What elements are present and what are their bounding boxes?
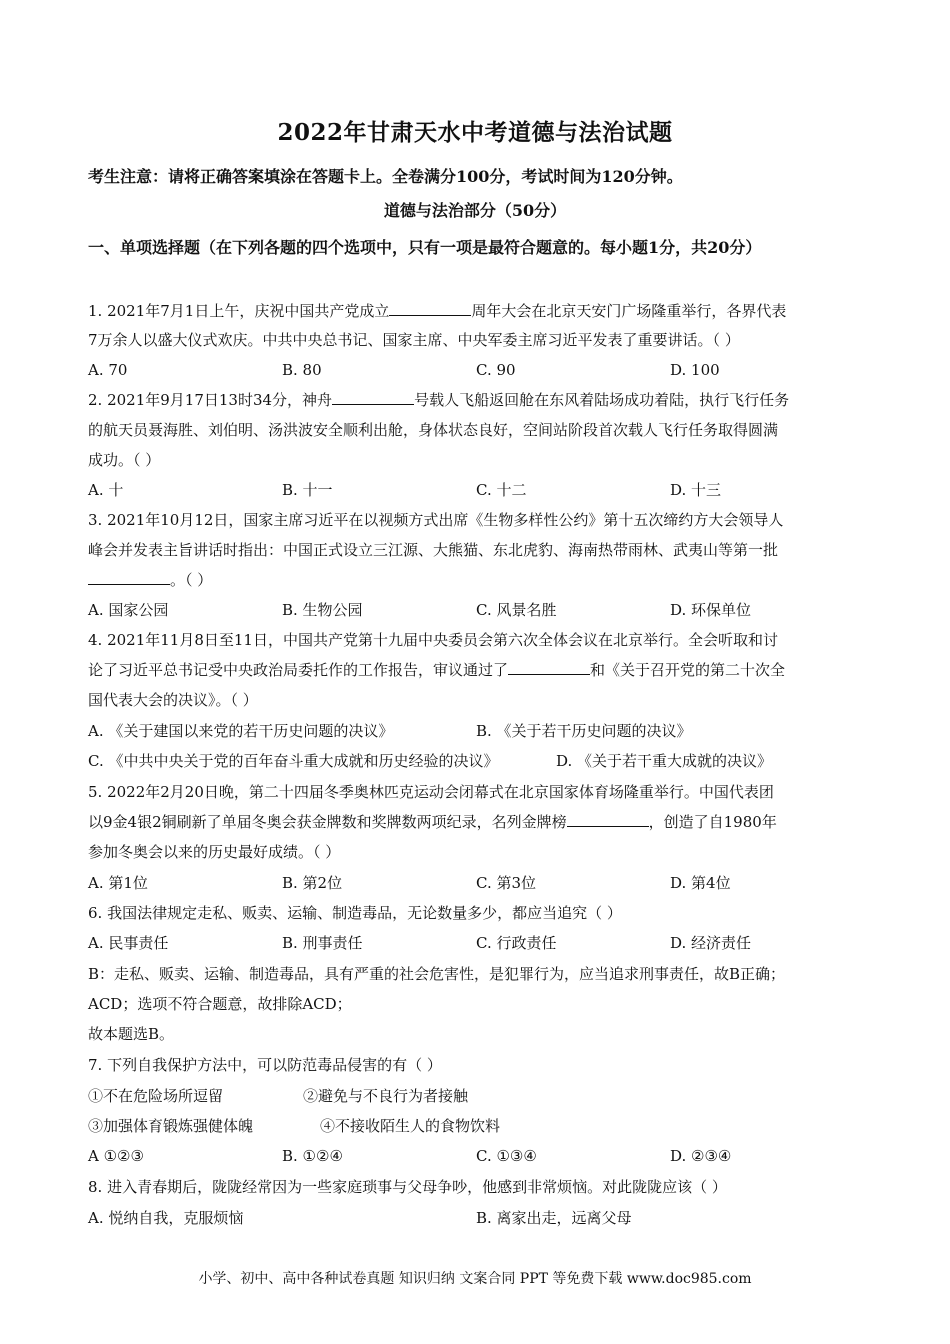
question-4-line-3: 国代表大会的决议》。（ ） bbox=[88, 691, 258, 709]
q1-option-c: C. 90 bbox=[476, 361, 516, 379]
question-8-line-1: 8. 进入青春期后，陇陇经常因为一些家庭琐事与父母争吵，他感到非常烦恼。对此陇陇应该（ ） bbox=[88, 1178, 727, 1196]
q7-statement-2: ②避免与不良行为者接触 bbox=[303, 1087, 469, 1105]
question-1-line-1: 1. 2021年7月1日上午，庆祝中国共产党成立 周年大会在北京天安门广场隆重举行，各界代表 bbox=[88, 302, 787, 320]
question-5-line-1: 5. 2022年2月20日晚，第二十四届冬季奥林匹克运动会闭幕式在北京国家体育场隆重举行。中国代表团 bbox=[88, 783, 774, 801]
q7-option-a: A ①②③ bbox=[88, 1147, 144, 1165]
q8-option-b: B. 离家出走，远离父母 bbox=[476, 1209, 632, 1227]
q4-option-c: C. 《中共中央关于党的百年奋斗重大成就和历史经验的决议》 bbox=[88, 752, 499, 770]
question-6-line-1: 6. 我国法律规定走私、贩卖、运输、制造毒品，无论数量多少，都应当追究（ ） bbox=[88, 904, 622, 922]
question-1-line-2: 7万余人以盛大仪式欢庆。中共中央总书记、国家主席、中央军委主席习近平发表了重要讲话。（ ） bbox=[88, 331, 740, 349]
q6-answer-line-2: ACD；选项不符合题意，故排除ACD； bbox=[88, 995, 352, 1013]
question-2-line-2: 的航天员聂海胜、刘伯明、汤洪波安全顺利出舱，身体状态良好，空间站阶段首次载人飞行任务取得圆满 bbox=[88, 421, 779, 439]
q1-option-a: A. 70 bbox=[88, 361, 128, 379]
question-2-line-1: 2. 2021年9月17日13时34分，神舟 号载人飞船返回舱在东风着陆场成功着陆，执行飞行任务 bbox=[88, 391, 790, 409]
q3-option-b: B. 生物公园 bbox=[282, 601, 363, 619]
q4-option-a: A. 《关于建国以来党的若干历史问题的决议》 bbox=[88, 722, 394, 740]
q6-option-b: B. 刑事责任 bbox=[282, 934, 363, 952]
question-7-line-1: 7. 下列自我保护方法中，可以防范毒品侵害的有（ ） bbox=[88, 1056, 442, 1074]
page-footer: 小学、初中、高中各种试卷真题 知识归纳 文案合同 PPT 等免费下载 www.doc985.com bbox=[198, 1271, 752, 1287]
answer-blank bbox=[88, 570, 170, 585]
question-3-line-3: 。（ ） bbox=[88, 570, 868, 590]
q5-option-a: A. 第1位 bbox=[88, 874, 148, 892]
q6-option-d: D. 经济责任 bbox=[670, 934, 752, 952]
question-4-line-1: 4. 2021年11月8日至11日，中国共产党第十九届中央委员会第六次全体会议在北京举行。全会听取和讨 bbox=[88, 631, 778, 649]
q4-option-b: B. 《关于若干历史问题的决议》 bbox=[476, 722, 692, 740]
q5-option-c: C. 第3位 bbox=[476, 874, 537, 892]
question-2-line-3: 成功。（ ） bbox=[88, 451, 161, 469]
q1-option-d: D. 100 bbox=[670, 361, 720, 379]
q6-answer-line-1: B：走私、贩卖、运输、制造毒品，具有严重的社会危害性，是犯罪行为，应当追求刑事责任，故B正确； bbox=[88, 965, 786, 983]
question-5-line-3: 参加冬奥会以来的历史最好成绩。（ ） bbox=[88, 843, 341, 861]
question-4-line-2: 论了习近平总书记受中央政治局委托作的工作报告，审议通过了 和《关于召开党的第二十次全 bbox=[88, 661, 786, 679]
answer-blank bbox=[508, 660, 590, 675]
q2-option-a: A. 十 bbox=[88, 481, 124, 499]
q2-option-d: D. 十三 bbox=[670, 481, 722, 499]
q7-statement-1: ①不在危险场所逗留 bbox=[88, 1087, 224, 1105]
answer-blank bbox=[389, 301, 471, 316]
q7-option-c: C. ①③④ bbox=[476, 1147, 537, 1165]
q7-option-b: B. ①②④ bbox=[282, 1147, 343, 1165]
answer-blank bbox=[567, 812, 649, 827]
q3-option-c: C. 风景名胜 bbox=[476, 601, 557, 619]
section-heading: 一、单项选择题（在下列各题的四个选项中，只有一项是最符合题意的。每小题1分，共20分） bbox=[88, 238, 762, 257]
exam-notice: 考生注意：请将正确答案填涂在答题卡上。全卷满分100分，考试时间为120分钟。 bbox=[88, 167, 683, 186]
q5-option-b: B. 第2位 bbox=[282, 874, 343, 892]
q7-statement-4: ④不接收陌生人的食物饮料 bbox=[320, 1117, 501, 1135]
q6-option-c: C. 行政责任 bbox=[476, 934, 557, 952]
q8-option-a: A. 悦纳自我，克服烦恼 bbox=[88, 1209, 244, 1227]
q4-option-d: D. 《关于若干重大成就的决议》 bbox=[556, 752, 773, 770]
answer-blank bbox=[332, 390, 414, 405]
q2-option-c: C. 十二 bbox=[476, 481, 527, 499]
q5-option-d: D. 第4位 bbox=[670, 874, 731, 892]
q3-option-d: D. 环保单位 bbox=[670, 601, 752, 619]
q2-option-b: B. 十一 bbox=[282, 481, 333, 499]
question-3-line-2: 峰会并发表主旨讲话时指出：中国正式设立三江源、大熊猫、东北虎豹、海南热带雨林、武夷山等第一批 bbox=[88, 541, 779, 559]
q3-option-a: A. 国家公园 bbox=[88, 601, 169, 619]
q7-statement-3: ③加强体育锻炼强健体魄 bbox=[88, 1117, 254, 1135]
q1-option-b: B. 80 bbox=[282, 361, 322, 379]
page-title: 2022年甘肃天水中考道德与法治试题 bbox=[277, 119, 673, 146]
question-3-line-1: 3. 2021年10月12日，国家主席习近平在以视频方式出席《生物多样性公约》第十五次缔约方大会领导人 bbox=[88, 511, 784, 529]
part-heading: 道德与法治部分（50分） bbox=[383, 201, 567, 220]
question-5-line-2: 以9金4银2铜刷新了单届冬奥会获金牌数和奖牌数两项纪录，名列金牌榜 ，创造了自1980年 bbox=[88, 813, 777, 831]
q7-option-d: D. ②③④ bbox=[670, 1147, 732, 1165]
q6-answer-line-3: 故本题选B。 bbox=[88, 1025, 175, 1043]
q6-option-a: A. 民事责任 bbox=[88, 934, 169, 952]
